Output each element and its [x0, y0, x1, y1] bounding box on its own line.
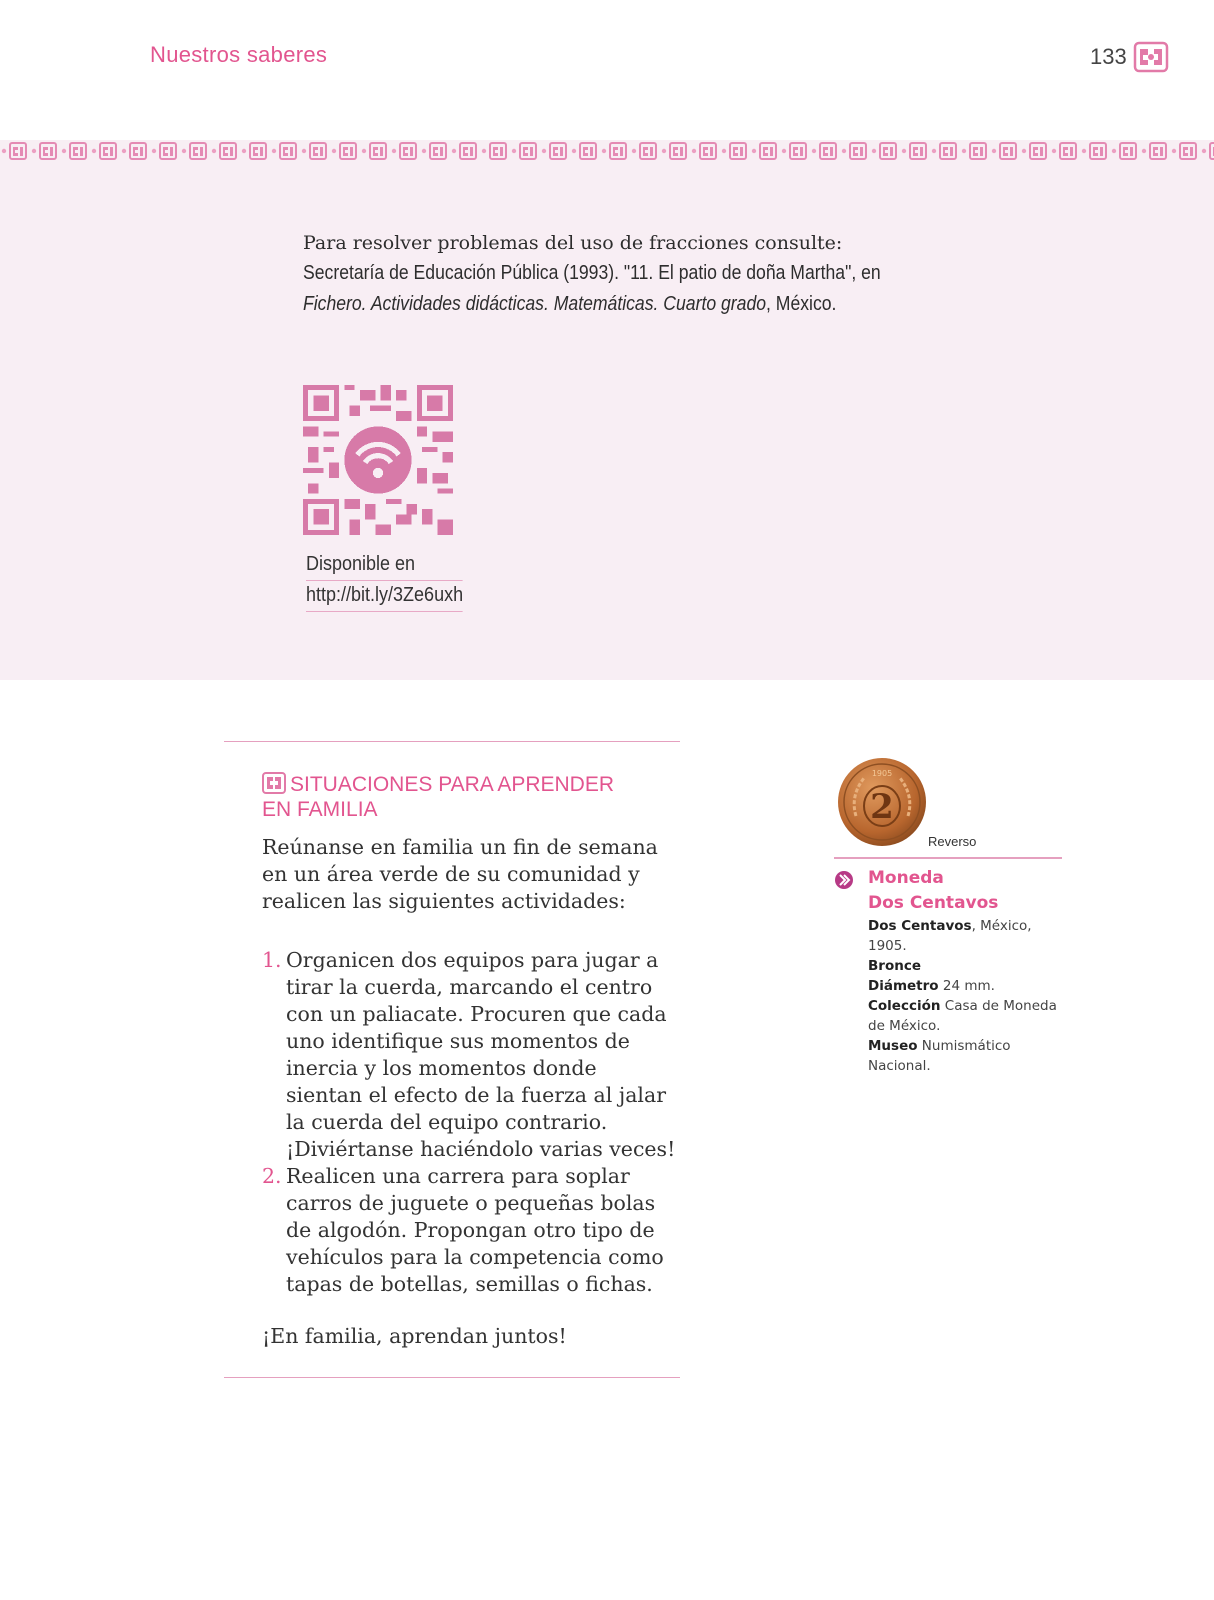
pink-mayan-glyph-icon — [262, 772, 286, 794]
qr-caption-label: Disponible en — [306, 550, 463, 581]
coin-caption: Reverso — [928, 834, 977, 849]
coin-title — [868, 866, 998, 916]
list-item-text: Realicen una carrera para soplar carros de juguete o pequeñas bolas de algodón. Propongan otro tipo de vehículos para la competencia como tapas de botellas, semillas o fichas. — [286, 1164, 664, 1296]
bronze-coin-icon — [836, 756, 928, 848]
list-item-number: 1. — [262, 948, 282, 972]
activity-list — [262, 947, 677, 1298]
reference-citation-line2 — [303, 293, 836, 316]
qr-caption — [306, 550, 463, 612]
pink-mayan-glyph-icon — [1133, 40, 1169, 74]
list-item — [262, 1163, 677, 1298]
coin-museum: Museo Numismático Nacional. — [868, 1038, 1011, 1074]
coin-title-line2: Dos Centavos — [868, 893, 999, 913]
coin-material: Bronce — [868, 958, 921, 974]
coin-year: 1905 — [871, 769, 893, 778]
list-item — [262, 947, 677, 1163]
family-closing: ¡En familia, aprendan juntos! — [262, 1324, 567, 1348]
coin-diameter: Diámetro 24 mm. — [868, 978, 995, 994]
coin-name: Dos Centavos, México, 1905. — [868, 918, 1032, 954]
page-number: 133 — [1090, 44, 1127, 69]
section-title: Nuestros saberes — [150, 42, 328, 67]
list-item-number: 2. — [262, 1164, 282, 1188]
reference-intro: Para resolver problemas del uso de fracciones consulte: — [303, 232, 843, 254]
family-heading — [262, 772, 614, 822]
reference-book-title: Fichero. Actividades didácticas. Matemáticas. Cuarto grado — [303, 293, 767, 315]
reference-place: , México. — [766, 293, 837, 315]
decorative-border — [0, 140, 1214, 162]
divider — [834, 857, 1062, 859]
chevron-right-icon — [834, 870, 854, 890]
coin-details — [868, 916, 1068, 1076]
family-activities-box — [224, 741, 680, 1378]
family-intro: Reúnanse en familia un fin de semana en un área verde de su comunidad y realicen las siguientes actividades: — [262, 835, 658, 913]
coin-numeral: 2 — [870, 787, 894, 827]
qr-code-icon[interactable] — [303, 385, 453, 535]
reference-band — [0, 140, 1214, 680]
family-heading-line2: EN FAMILIA — [262, 798, 378, 821]
coin-collection: Colección Casa de Moneda de México. — [868, 998, 1057, 1034]
coin-title-line1: Moneda — [868, 868, 944, 888]
family-heading-line1: SITUACIONES PARA APRENDER — [290, 773, 615, 796]
list-item-text: Organicen dos equipos para jugar a tirar la cuerda, marcando el centro con un paliacate. Procuren que cada uno identifique sus momentos de inercia y los momentos donde sientan el efecto de la fuerza al jalar la cuerda del equipo contrario. ¡Diviértanse haciéndolo varias veces! — [286, 948, 676, 1161]
qr-link[interactable]: http://bit.ly/3Ze6uxh — [306, 581, 463, 612]
reference-citation-line1: Secretaría de Educación Pública (1993). "11. El patio de doña Martha", en — [303, 262, 881, 284]
